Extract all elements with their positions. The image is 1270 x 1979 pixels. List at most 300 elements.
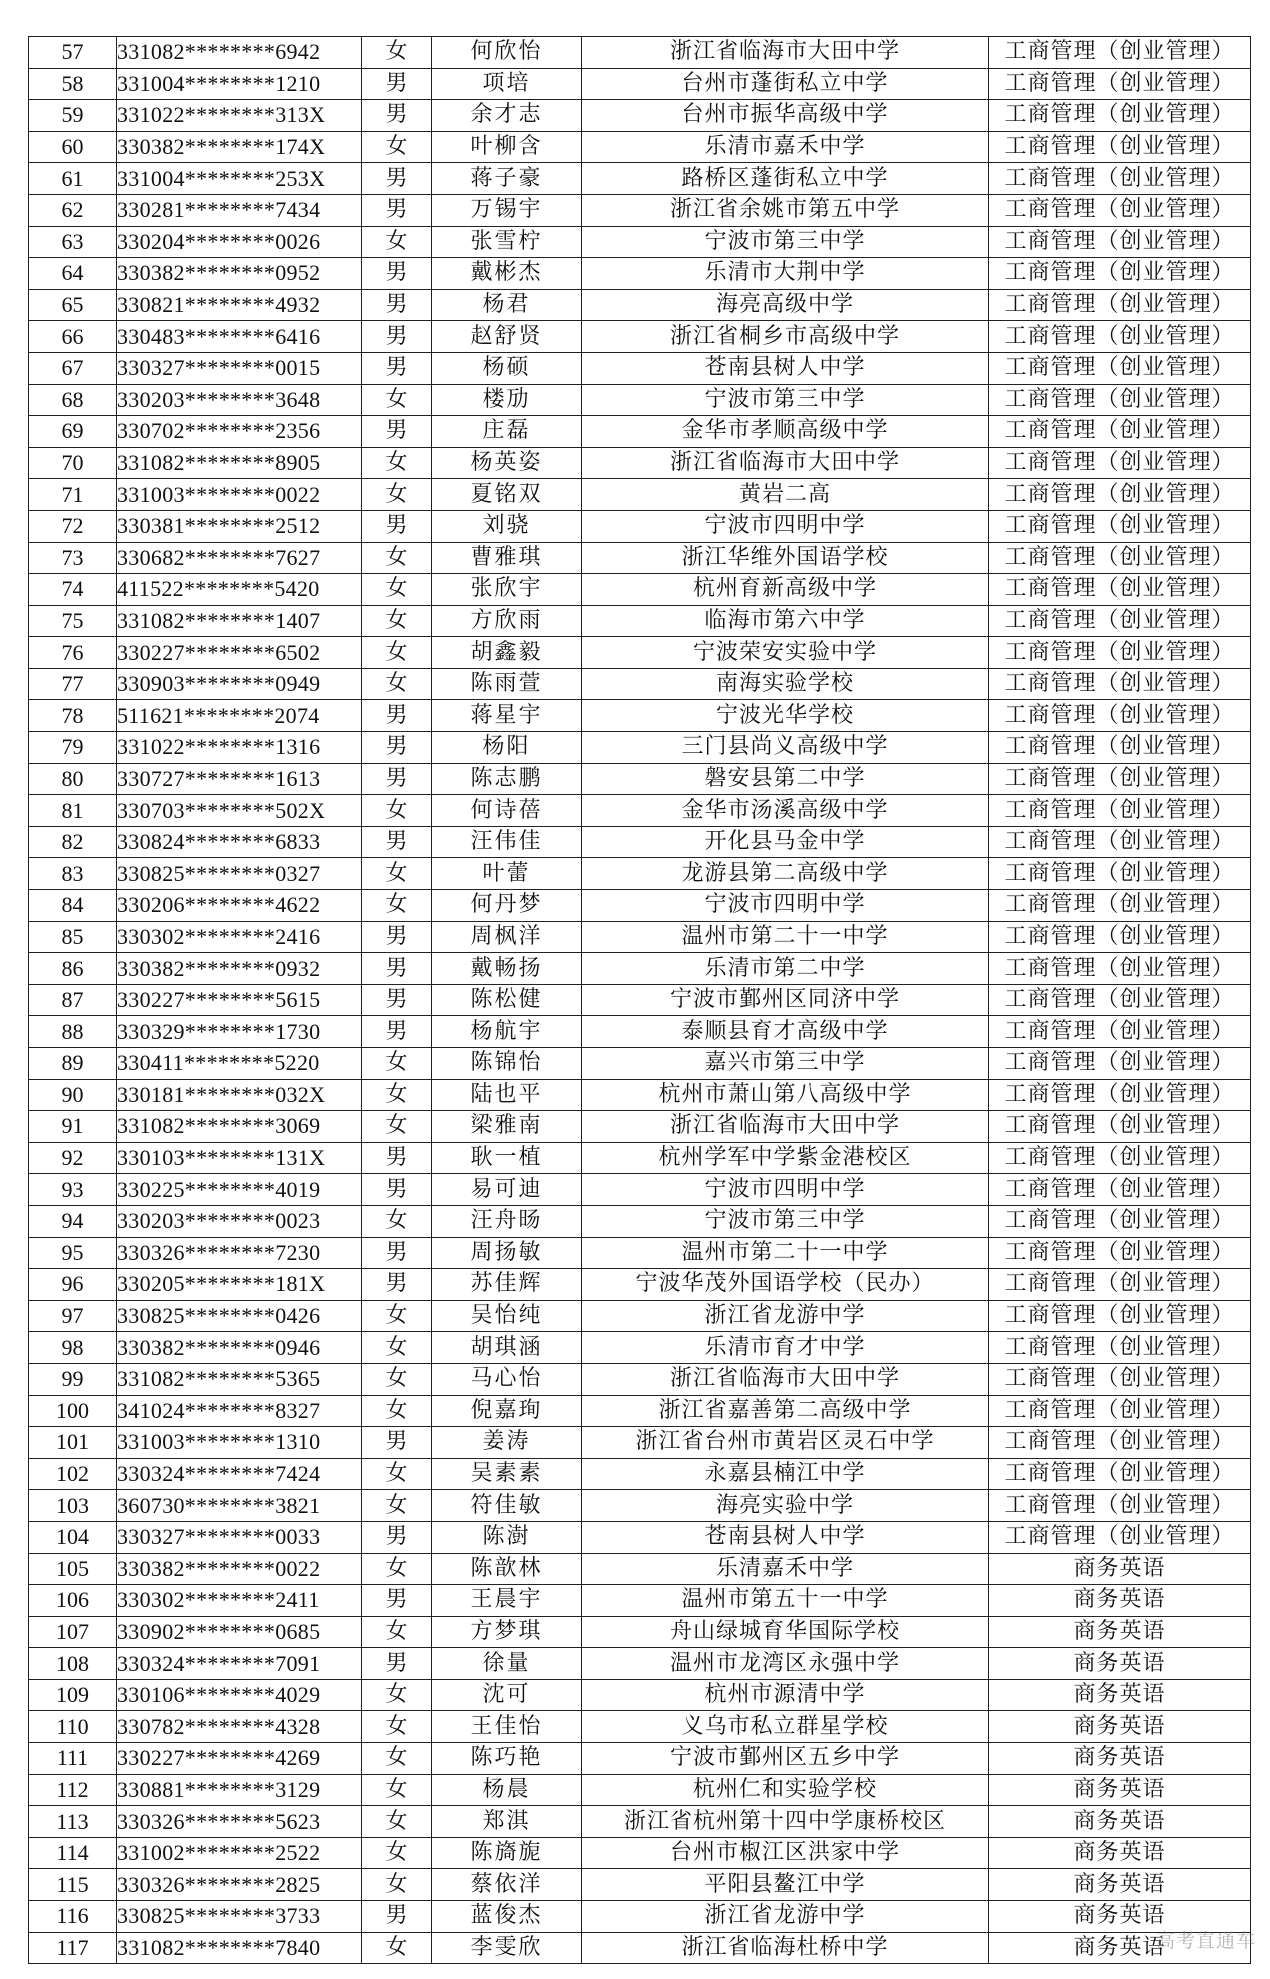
gender-cell: 男 [362, 732, 432, 764]
student-name-cell: 何丹梦 [432, 890, 582, 922]
table-row [29, 1300, 1251, 1332]
row-number-cell: 94 [29, 1205, 117, 1237]
school-name-cell: 金华市孝顺高级中学 [582, 416, 989, 448]
id-number-cell: 330825********0327 [117, 858, 362, 890]
gender-cell: 女 [362, 1616, 432, 1648]
gender-cell: 男 [362, 826, 432, 858]
gender-cell: 男 [362, 1016, 432, 1048]
major-name-cell: 工商管理（创业管理） [989, 890, 1251, 922]
student-name-cell: 项培 [432, 68, 582, 100]
major-name-cell: 工商管理（创业管理） [989, 289, 1251, 321]
table-row [29, 416, 1251, 448]
gender-cell: 女 [362, 384, 432, 416]
major-name-cell: 工商管理（创业管理） [989, 921, 1251, 953]
student-name-cell: 梁雅南 [432, 1111, 582, 1143]
major-name-cell: 工商管理（创业管理） [989, 1142, 1251, 1174]
table-row [29, 858, 1251, 890]
gender-cell: 男 [362, 258, 432, 290]
school-name-cell: 浙江省台州市黄岩区灵石中学 [582, 1427, 989, 1459]
gender-cell: 女 [362, 1711, 432, 1743]
gender-cell: 女 [362, 1363, 432, 1395]
school-name-cell: 杭州仁和实验学校 [582, 1774, 989, 1806]
school-name-cell: 宁波市鄞州区五乡中学 [582, 1743, 989, 1775]
school-name-cell: 海亮高级中学 [582, 289, 989, 321]
school-name-cell: 泰顺县育才高级中学 [582, 1016, 989, 1048]
major-name-cell: 工商管理（创业管理） [989, 100, 1251, 132]
school-name-cell: 浙江华维外国语学校 [582, 542, 989, 574]
row-number-cell: 109 [29, 1679, 117, 1711]
student-name-cell: 陈松健 [432, 984, 582, 1016]
gender-cell: 女 [362, 1743, 432, 1775]
row-number-cell: 116 [29, 1901, 117, 1933]
student-name-cell: 杨晨 [432, 1774, 582, 1806]
table-row [29, 37, 1251, 69]
student-name-cell: 叶柳含 [432, 131, 582, 163]
table-row [29, 795, 1251, 827]
table-row [29, 953, 1251, 985]
gender-cell: 女 [362, 605, 432, 637]
row-number-cell: 98 [29, 1332, 117, 1364]
school-name-cell: 浙江省桐乡市高级中学 [582, 321, 989, 353]
major-name-cell: 工商管理（创业管理） [989, 1237, 1251, 1269]
id-number-cell: 330782********4328 [117, 1711, 362, 1743]
id-number-cell: 330326********7230 [117, 1237, 362, 1269]
school-name-cell: 浙江省临海杜桥中学 [582, 1932, 989, 1964]
id-number-cell: 330181********032X [117, 1079, 362, 1111]
table-row [29, 1521, 1251, 1553]
table-row [29, 1111, 1251, 1143]
major-name-cell: 工商管理（创业管理） [989, 1174, 1251, 1206]
table-row [29, 226, 1251, 258]
student-name-cell: 胡鑫毅 [432, 637, 582, 669]
school-name-cell: 浙江省嘉善第二高级中学 [582, 1395, 989, 1427]
table-row [29, 1679, 1251, 1711]
table-row [29, 1269, 1251, 1301]
table-row [29, 194, 1251, 226]
student-name-cell: 庄磊 [432, 416, 582, 448]
major-name-cell: 工商管理（创业管理） [989, 1427, 1251, 1459]
id-number-cell: 330324********7091 [117, 1648, 362, 1680]
table-row [29, 1648, 1251, 1680]
row-number-cell: 106 [29, 1585, 117, 1617]
school-name-cell: 开化县马金中学 [582, 826, 989, 858]
student-name-cell: 郑淇 [432, 1806, 582, 1838]
gender-cell: 男 [362, 1237, 432, 1269]
id-number-cell: 330382********0952 [117, 258, 362, 290]
student-name-cell: 戴畅扬 [432, 953, 582, 985]
row-number-cell: 96 [29, 1269, 117, 1301]
id-number-cell: 330824********6833 [117, 826, 362, 858]
school-name-cell: 苍南县树人中学 [582, 352, 989, 384]
table-row [29, 1142, 1251, 1174]
table-row [29, 542, 1251, 574]
school-name-cell: 宁波市四明中学 [582, 510, 989, 542]
student-name-cell: 沈可 [432, 1679, 582, 1711]
gender-cell: 女 [362, 1837, 432, 1869]
student-name-cell: 周扬敏 [432, 1237, 582, 1269]
gender-cell: 女 [362, 668, 432, 700]
student-name-cell: 吴怡纯 [432, 1300, 582, 1332]
student-name-cell: 杨航宇 [432, 1016, 582, 1048]
id-number-cell: 330302********2411 [117, 1585, 362, 1617]
school-name-cell: 宁波市第三中学 [582, 384, 989, 416]
school-name-cell: 平阳县鳌江中学 [582, 1869, 989, 1901]
id-number-cell: 331082********7840 [117, 1932, 362, 1964]
table-row [29, 700, 1251, 732]
row-number-cell: 95 [29, 1237, 117, 1269]
table-row [29, 1079, 1251, 1111]
school-name-cell: 宁波华茂外国语学校（民办） [582, 1269, 989, 1301]
school-name-cell: 宁波光华学校 [582, 700, 989, 732]
student-name-cell: 姜涛 [432, 1427, 582, 1459]
major-name-cell: 工商管理（创业管理） [989, 416, 1251, 448]
school-name-cell: 温州市龙湾区永强中学 [582, 1648, 989, 1680]
school-name-cell: 温州市第五十一中学 [582, 1585, 989, 1617]
gender-cell: 男 [362, 352, 432, 384]
id-number-cell: 330902********0685 [117, 1616, 362, 1648]
major-name-cell: 工商管理（创业管理） [989, 194, 1251, 226]
school-name-cell: 义乌市私立群星学校 [582, 1711, 989, 1743]
major-name-cell: 工商管理（创业管理） [989, 858, 1251, 890]
major-name-cell: 工商管理（创业管理） [989, 1016, 1251, 1048]
table-row [29, 826, 1251, 858]
school-name-cell: 乐清嘉禾中学 [582, 1553, 989, 1585]
student-name-cell: 陈澍 [432, 1521, 582, 1553]
student-name-cell: 陈志鹏 [432, 763, 582, 795]
major-name-cell: 商务英语 [989, 1774, 1251, 1806]
id-number-cell: 330411********5220 [117, 1048, 362, 1080]
gender-cell: 男 [362, 1174, 432, 1206]
major-name-cell: 商务英语 [989, 1901, 1251, 1933]
id-number-cell: 330204********0026 [117, 226, 362, 258]
student-name-cell: 苏佳辉 [432, 1269, 582, 1301]
gender-cell: 男 [362, 1585, 432, 1617]
row-number-cell: 82 [29, 826, 117, 858]
school-name-cell: 杭州市萧山第八高级中学 [582, 1079, 989, 1111]
major-name-cell: 工商管理（创业管理） [989, 574, 1251, 606]
table-row [29, 1427, 1251, 1459]
student-name-cell: 万锡宇 [432, 194, 582, 226]
table-row [29, 1585, 1251, 1617]
table-row [29, 637, 1251, 669]
major-name-cell: 商务英语 [989, 1553, 1251, 1585]
major-name-cell: 工商管理（创业管理） [989, 479, 1251, 511]
school-name-cell: 路桥区蓬街私立中学 [582, 163, 989, 195]
table-row [29, 1553, 1251, 1585]
id-number-cell: 330382********0932 [117, 953, 362, 985]
major-name-cell: 工商管理（创业管理） [989, 826, 1251, 858]
id-number-cell: 330203********3648 [117, 384, 362, 416]
gender-cell: 男 [362, 68, 432, 100]
gender-cell: 男 [362, 289, 432, 321]
gender-cell: 女 [362, 226, 432, 258]
school-name-cell: 宁波市四明中学 [582, 890, 989, 922]
id-number-cell: 330227********4269 [117, 1743, 362, 1775]
id-number-cell: 331082********6942 [117, 37, 362, 69]
school-name-cell: 杭州市源清中学 [582, 1679, 989, 1711]
table-row [29, 163, 1251, 195]
school-name-cell: 舟山绿城育华国际学校 [582, 1616, 989, 1648]
id-number-cell: 330227********6502 [117, 637, 362, 669]
major-name-cell: 工商管理（创业管理） [989, 321, 1251, 353]
row-number-cell: 86 [29, 953, 117, 985]
id-number-cell: 360730********3821 [117, 1490, 362, 1522]
school-name-cell: 宁波荣安实验中学 [582, 637, 989, 669]
major-name-cell: 工商管理（创业管理） [989, 1521, 1251, 1553]
row-number-cell: 64 [29, 258, 117, 290]
major-name-cell: 商务英语 [989, 1616, 1251, 1648]
school-name-cell: 乐清市育才中学 [582, 1332, 989, 1364]
row-number-cell: 97 [29, 1300, 117, 1332]
student-name-cell: 马心怡 [432, 1363, 582, 1395]
student-name-cell: 陈歆林 [432, 1553, 582, 1585]
student-name-cell: 何欣怡 [432, 37, 582, 69]
gender-cell: 女 [362, 795, 432, 827]
row-number-cell: 87 [29, 984, 117, 1016]
gender-cell: 女 [362, 1111, 432, 1143]
gender-cell: 女 [362, 1300, 432, 1332]
row-number-cell: 114 [29, 1837, 117, 1869]
table-row [29, 1869, 1251, 1901]
row-number-cell: 99 [29, 1363, 117, 1395]
row-number-cell: 104 [29, 1521, 117, 1553]
id-number-cell: 331003********0022 [117, 479, 362, 511]
school-name-cell: 海亮实验中学 [582, 1490, 989, 1522]
gender-cell: 男 [362, 984, 432, 1016]
student-name-cell: 戴彬杰 [432, 258, 582, 290]
gender-cell: 女 [362, 1458, 432, 1490]
major-name-cell: 工商管理（创业管理） [989, 226, 1251, 258]
id-number-cell: 330206********4622 [117, 890, 362, 922]
school-name-cell: 浙江省龙游中学 [582, 1901, 989, 1933]
major-name-cell: 工商管理（创业管理） [989, 1079, 1251, 1111]
gender-cell: 女 [362, 574, 432, 606]
major-name-cell: 工商管理（创业管理） [989, 1458, 1251, 1490]
gender-cell: 女 [362, 1774, 432, 1806]
id-number-cell: 330382********0946 [117, 1332, 362, 1364]
table-row [29, 1174, 1251, 1206]
student-name-cell: 杨英姿 [432, 447, 582, 479]
major-name-cell: 工商管理（创业管理） [989, 1048, 1251, 1080]
major-name-cell: 工商管理（创业管理） [989, 352, 1251, 384]
student-name-cell: 杨君 [432, 289, 582, 321]
row-number-cell: 61 [29, 163, 117, 195]
id-number-cell: 330281********7434 [117, 194, 362, 226]
table-row [29, 890, 1251, 922]
gender-cell: 男 [362, 194, 432, 226]
row-number-cell: 102 [29, 1458, 117, 1490]
major-name-cell: 商务英语 [989, 1648, 1251, 1680]
major-name-cell: 工商管理（创业管理） [989, 1205, 1251, 1237]
id-number-cell: 331002********2522 [117, 1837, 362, 1869]
row-number-cell: 92 [29, 1142, 117, 1174]
table-row [29, 1743, 1251, 1775]
row-number-cell: 66 [29, 321, 117, 353]
school-name-cell: 浙江省临海市大田中学 [582, 447, 989, 479]
id-number-cell: 331022********1316 [117, 732, 362, 764]
school-name-cell: 温州市第二十一中学 [582, 1237, 989, 1269]
id-number-cell: 330327********0033 [117, 1521, 362, 1553]
table-row [29, 258, 1251, 290]
student-name-cell: 夏铭双 [432, 479, 582, 511]
id-number-cell: 330225********4019 [117, 1174, 362, 1206]
gender-cell: 男 [362, 1269, 432, 1301]
major-name-cell: 工商管理（创业管理） [989, 953, 1251, 985]
student-name-cell: 陈锦怡 [432, 1048, 582, 1080]
id-number-cell: 330381********2512 [117, 510, 362, 542]
row-number-cell: 108 [29, 1648, 117, 1680]
gender-cell: 女 [362, 1553, 432, 1585]
school-name-cell: 台州市蓬街私立中学 [582, 68, 989, 100]
table-row [29, 1490, 1251, 1522]
student-name-cell: 方梦琪 [432, 1616, 582, 1648]
gender-cell: 女 [362, 1079, 432, 1111]
major-name-cell: 商务英语 [989, 1837, 1251, 1869]
row-number-cell: 113 [29, 1806, 117, 1838]
table-row [29, 605, 1251, 637]
school-name-cell: 宁波市四明中学 [582, 1174, 989, 1206]
table-row [29, 100, 1251, 132]
major-name-cell: 工商管理（创业管理） [989, 1111, 1251, 1143]
student-name-cell: 杨阳 [432, 732, 582, 764]
table-row [29, 1806, 1251, 1838]
gender-cell: 女 [362, 479, 432, 511]
watermark-text: 高考直通车 [1155, 1930, 1256, 1952]
id-number-cell: 330881********3129 [117, 1774, 362, 1806]
student-name-cell: 曹雅琪 [432, 542, 582, 574]
id-number-cell: 330682********7627 [117, 542, 362, 574]
row-number-cell: 65 [29, 289, 117, 321]
row-number-cell: 84 [29, 890, 117, 922]
major-name-cell: 工商管理（创业管理） [989, 763, 1251, 795]
table-row [29, 447, 1251, 479]
major-name-cell: 工商管理（创业管理） [989, 542, 1251, 574]
table-row [29, 1205, 1251, 1237]
row-number-cell: 70 [29, 447, 117, 479]
id-number-cell: 330903********0949 [117, 668, 362, 700]
table-row [29, 1237, 1251, 1269]
gender-cell: 男 [362, 321, 432, 353]
gender-cell: 男 [362, 953, 432, 985]
table-row [29, 1395, 1251, 1427]
major-name-cell: 工商管理（创业管理） [989, 668, 1251, 700]
major-name-cell: 工商管理（创业管理） [989, 258, 1251, 290]
id-number-cell: 330326********2825 [117, 1869, 362, 1901]
id-number-cell: 331004********253X [117, 163, 362, 195]
student-name-cell: 蒋子豪 [432, 163, 582, 195]
id-number-cell: 331082********8905 [117, 447, 362, 479]
student-name-cell: 何诗蓓 [432, 795, 582, 827]
major-name-cell: 工商管理（创业管理） [989, 68, 1251, 100]
school-name-cell: 龙游县第二高级中学 [582, 858, 989, 890]
id-number-cell: 331004********1210 [117, 68, 362, 100]
major-name-cell: 工商管理（创业管理） [989, 37, 1251, 69]
row-number-cell: 68 [29, 384, 117, 416]
table-row [29, 68, 1251, 100]
table-row [29, 1932, 1251, 1964]
major-name-cell: 工商管理（创业管理） [989, 605, 1251, 637]
student-name-cell: 蒋星宇 [432, 700, 582, 732]
row-number-cell: 71 [29, 479, 117, 511]
gender-cell: 女 [362, 1869, 432, 1901]
major-name-cell: 工商管理（创业管理） [989, 1490, 1251, 1522]
gender-cell: 女 [362, 1679, 432, 1711]
row-number-cell: 60 [29, 131, 117, 163]
row-number-cell: 73 [29, 542, 117, 574]
school-name-cell: 黄岩二高 [582, 479, 989, 511]
id-number-cell: 330302********2416 [117, 921, 362, 953]
student-name-cell: 徐量 [432, 1648, 582, 1680]
major-name-cell: 工商管理（创业管理） [989, 700, 1251, 732]
row-number-cell: 112 [29, 1774, 117, 1806]
school-name-cell: 苍南县树人中学 [582, 1521, 989, 1553]
id-number-cell: 411522********5420 [117, 574, 362, 606]
major-name-cell: 商务英语 [989, 1806, 1251, 1838]
gender-cell: 女 [362, 1395, 432, 1427]
school-name-cell: 宁波市鄞州区同济中学 [582, 984, 989, 1016]
table-row [29, 1458, 1251, 1490]
major-name-cell: 工商管理（创业管理） [989, 1395, 1251, 1427]
student-name-cell: 蓝俊杰 [432, 1901, 582, 1933]
table-row [29, 668, 1251, 700]
row-number-cell: 90 [29, 1079, 117, 1111]
id-number-cell: 330329********1730 [117, 1016, 362, 1048]
school-name-cell: 永嘉县楠江中学 [582, 1458, 989, 1490]
id-number-cell: 330483********6416 [117, 321, 362, 353]
school-name-cell: 临海市第六中学 [582, 605, 989, 637]
school-name-cell: 磐安县第二中学 [582, 763, 989, 795]
gender-cell: 男 [362, 100, 432, 132]
gender-cell: 男 [362, 921, 432, 953]
table-row [29, 1616, 1251, 1648]
school-name-cell: 浙江省临海市大田中学 [582, 1111, 989, 1143]
row-number-cell: 103 [29, 1490, 117, 1522]
table-row [29, 352, 1251, 384]
row-number-cell: 105 [29, 1553, 117, 1585]
row-number-cell: 76 [29, 637, 117, 669]
table-row [29, 1901, 1251, 1933]
student-name-cell: 楼劢 [432, 384, 582, 416]
id-number-cell: 331082********3069 [117, 1111, 362, 1143]
major-name-cell: 工商管理（创业管理） [989, 163, 1251, 195]
gender-cell: 女 [362, 1932, 432, 1964]
major-name-cell: 商务英语 [989, 1869, 1251, 1901]
student-name-cell: 汪伟佳 [432, 826, 582, 858]
gender-cell: 女 [362, 858, 432, 890]
table-row [29, 510, 1251, 542]
major-name-cell: 商务英语 [989, 1932, 1251, 1964]
id-number-cell: 331082********1407 [117, 605, 362, 637]
row-number-cell: 72 [29, 510, 117, 542]
row-number-cell: 83 [29, 858, 117, 890]
student-name-cell: 赵舒贤 [432, 321, 582, 353]
id-number-cell: 331022********313X [117, 100, 362, 132]
student-name-cell: 易可迪 [432, 1174, 582, 1206]
major-name-cell: 工商管理（创业管理） [989, 131, 1251, 163]
row-number-cell: 107 [29, 1616, 117, 1648]
row-number-cell: 110 [29, 1711, 117, 1743]
id-number-cell: 331003********1310 [117, 1427, 362, 1459]
row-number-cell: 101 [29, 1427, 117, 1459]
major-name-cell: 工商管理（创业管理） [989, 637, 1251, 669]
school-name-cell: 金华市汤溪高级中学 [582, 795, 989, 827]
row-number-cell: 93 [29, 1174, 117, 1206]
row-number-cell: 75 [29, 605, 117, 637]
row-number-cell: 78 [29, 700, 117, 732]
id-number-cell: 330382********174X [117, 131, 362, 163]
school-name-cell: 杭州学军中学紫金港校区 [582, 1142, 989, 1174]
row-number-cell: 100 [29, 1395, 117, 1427]
